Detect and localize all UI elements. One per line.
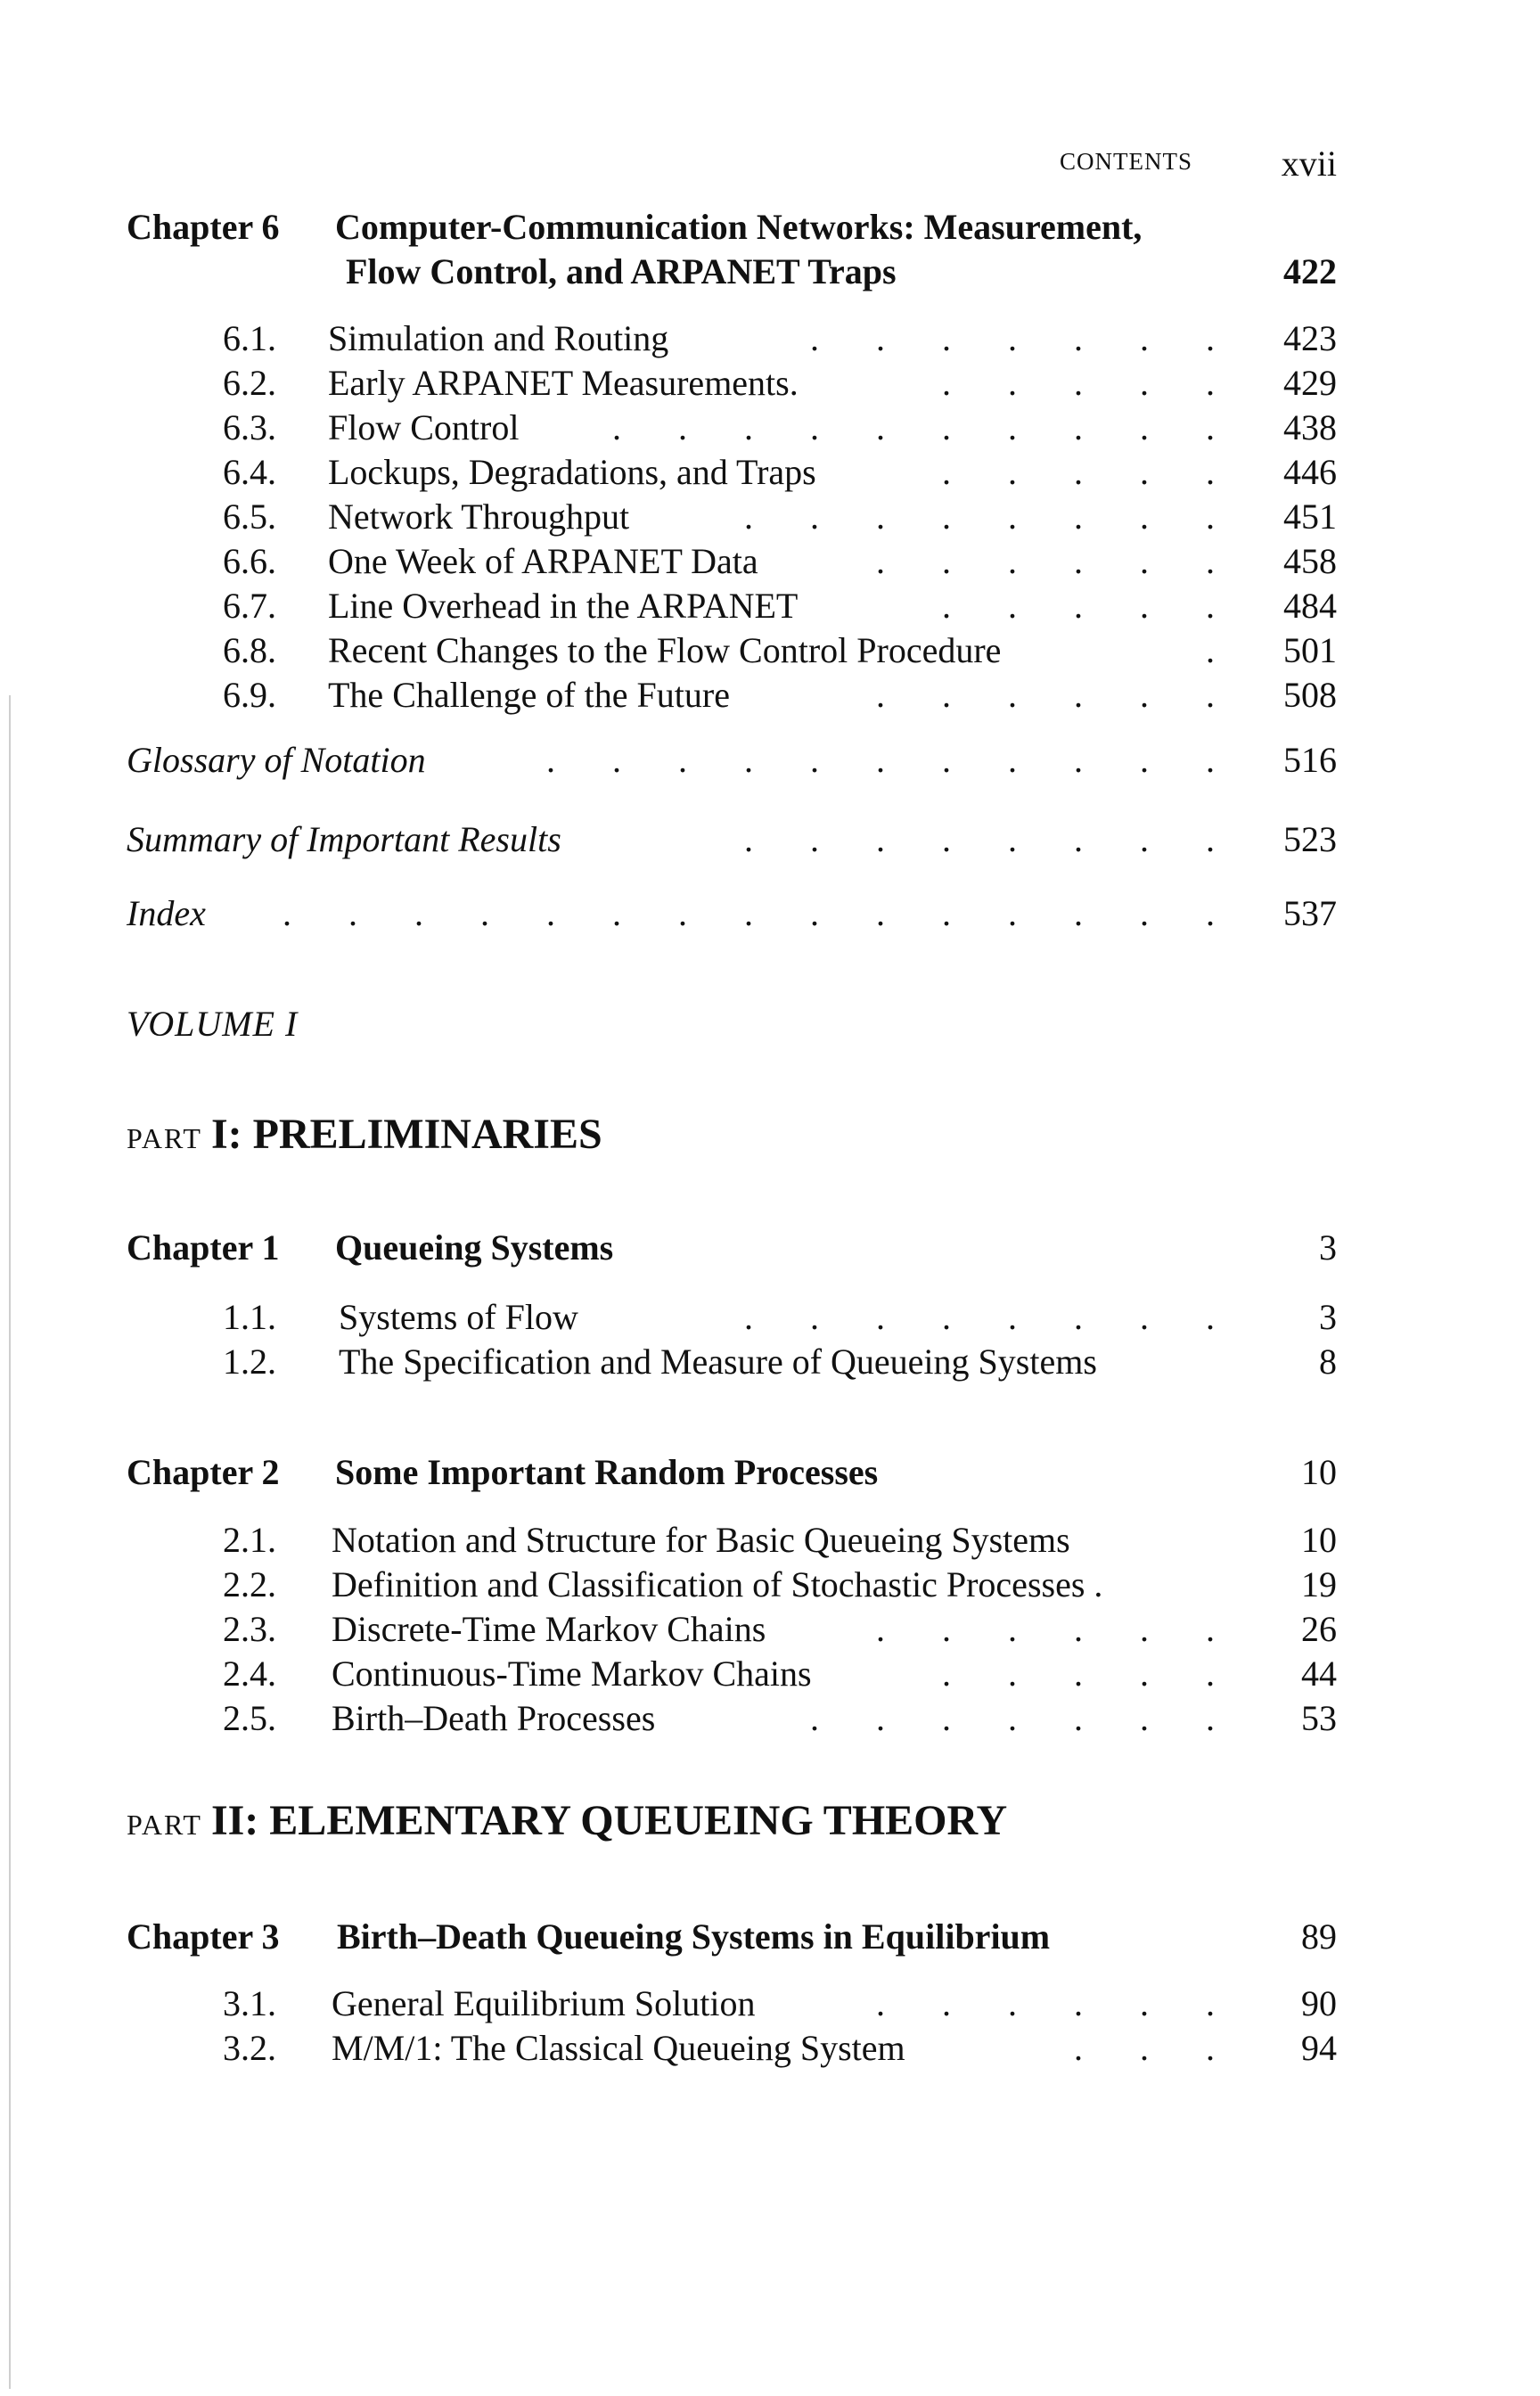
toc-entry-index	[127, 891, 1337, 936]
leader-dots: . . . . . .	[876, 1609, 1239, 1649]
section-page: 429	[1283, 363, 1337, 403]
section-page: 44	[1301, 1653, 1337, 1694]
toc-entry	[0, 1563, 1337, 1607]
section-number: 6.6.	[223, 541, 276, 581]
toc-entry	[0, 2026, 1337, 2071]
section-page: 508	[1283, 675, 1337, 715]
toc-entry	[0, 406, 1337, 450]
section-page: 458	[1283, 541, 1337, 581]
leader-dots: .	[1206, 630, 1239, 670]
entry-page: 523	[1283, 819, 1337, 859]
chapter-label: Chapter 2	[127, 1452, 280, 1492]
chapter-label: Chapter 6	[127, 207, 280, 247]
section-number: 1.1.	[223, 1297, 276, 1337]
leader-dots: . . . . .	[942, 452, 1239, 492]
leader-dots: . . . . .	[942, 363, 1239, 403]
toc-entry	[0, 1982, 1337, 2026]
section-page: 438	[1283, 407, 1337, 447]
section-title: Simulation and Routing	[328, 318, 669, 358]
part-title: II: ELEMENTARY QUEUEING THEORY	[210, 1797, 1008, 1844]
section-title: M/M/1: The Classical Queueing System	[332, 2028, 905, 2068]
running-header	[0, 143, 1337, 184]
section-number: 6.7.	[223, 586, 276, 626]
section-number: 6.3.	[223, 407, 276, 447]
toc-entry	[0, 539, 1337, 584]
entry-title: Summary of Important Results	[127, 819, 561, 859]
leader-dots: . . . . . . . . . .	[612, 407, 1239, 447]
part-word: PART	[127, 1122, 202, 1154]
leader-dots: . . . . . . .	[810, 1698, 1239, 1738]
leader-dots: . . . . . . . .	[744, 1297, 1239, 1337]
chapter-title-line2: Flow Control, and ARPANET Traps	[346, 251, 897, 291]
leader-dots: . . .	[1074, 2028, 1239, 2068]
entry-title: Index	[127, 893, 206, 933]
toc-entry	[0, 450, 1337, 495]
section-title: Network Throughput	[328, 496, 630, 537]
chapter-title: Some Important Random Processes	[335, 1452, 879, 1492]
section-title: Flow Control	[328, 407, 520, 447]
section-page: 26	[1301, 1609, 1337, 1649]
section-title: Discrete-Time Markov Chains	[332, 1609, 766, 1649]
section-number: 2.5.	[223, 1698, 276, 1738]
chapter-title: Birth–Death Queueing Systems in Equilibrium	[337, 1916, 1051, 1957]
section-page: 8	[1319, 1342, 1337, 1382]
toc-entry	[0, 584, 1337, 628]
toc-entry	[0, 673, 1337, 718]
leader-dots: . . . . . . .	[810, 318, 1239, 358]
section-title: General Equilibrium Solution	[332, 1983, 756, 2023]
section-number: 2.3.	[223, 1609, 276, 1649]
toc-entry	[0, 1295, 1337, 1340]
section-title: Early ARPANET Measurements.	[328, 363, 799, 403]
volume-heading: VOLUME I	[127, 1004, 299, 1044]
chapter-page: 10	[1301, 1452, 1337, 1492]
section-number: 6.9.	[223, 675, 276, 715]
section-title: Continuous-Time Markov Chains	[332, 1653, 812, 1694]
section-page: 3	[1319, 1297, 1337, 1337]
chapter-label: Chapter 1	[127, 1227, 280, 1268]
leader-dots: . . . . . .	[876, 541, 1239, 581]
part-word: PART	[127, 1809, 202, 1841]
chapter-label: Chapter 3	[127, 1916, 280, 1957]
section-title: Birth–Death Processes	[332, 1698, 656, 1738]
section-number: 1.2.	[223, 1342, 276, 1382]
section-title: Line Overhead in the ARPANET	[328, 586, 799, 626]
toc-entry	[0, 1652, 1337, 1696]
part-2-heading	[127, 1796, 1007, 1845]
leader-dots: . . . . . .	[876, 1983, 1239, 2023]
section-number: 3.1.	[223, 1983, 276, 2023]
section-title: Systems of Flow	[339, 1297, 578, 1337]
section-title: The Challenge of the Future	[328, 675, 730, 715]
leader-dots: . . . . . . . .	[744, 819, 1239, 859]
leader-dots: . . . . . .	[876, 675, 1239, 715]
section-number: 6.2.	[223, 363, 276, 403]
leader-dots: . . . . . . . . . . . . . . .	[283, 893, 1239, 933]
header-label: CONTENTS	[1060, 148, 1192, 175]
entry-page: 537	[1283, 893, 1337, 933]
section-page: 53	[1301, 1698, 1337, 1738]
section-number: 2.1.	[223, 1520, 276, 1560]
entry-title: Glossary of Notation	[127, 740, 426, 780]
chapter-page: 89	[1301, 1916, 1337, 1957]
chapter-title-line1: Computer-Communication Networks: Measurement,	[335, 207, 1143, 247]
section-page: 484	[1283, 586, 1337, 626]
section-title: One Week of ARPANET Data	[328, 541, 758, 581]
section-page: 446	[1283, 452, 1337, 492]
section-page: 10	[1301, 1520, 1337, 1560]
toc-entry	[0, 495, 1337, 539]
section-page: 423	[1283, 318, 1337, 358]
section-number: 6.1.	[223, 318, 276, 358]
leader-dots: . . . . .	[942, 586, 1239, 626]
section-number: 6.5.	[223, 496, 276, 537]
section-title: Notation and Structure for Basic Queueing Systems	[332, 1520, 1070, 1560]
section-page: 451	[1283, 496, 1337, 537]
section-page: 501	[1283, 630, 1337, 670]
part-title: I: PRELIMINARIES	[210, 1111, 602, 1158]
section-title: Lockups, Degradations, and Traps	[328, 452, 816, 492]
chapter-page: 422	[1283, 251, 1337, 291]
toc-entry	[0, 628, 1337, 673]
chapter-page: 3	[1319, 1227, 1337, 1268]
section-number: 6.4.	[223, 452, 276, 492]
chapter-title: Queueing Systems	[335, 1227, 614, 1268]
section-page: 90	[1301, 1983, 1337, 2023]
section-number: 2.2.	[223, 1564, 276, 1604]
section-title: Definition and Classification of Stochastic Processes .	[332, 1564, 1103, 1604]
section-number: 6.8.	[223, 630, 276, 670]
section-number: 2.4.	[223, 1653, 276, 1694]
toc-entry	[0, 1607, 1337, 1652]
leader-dots: . . . . . . . .	[744, 496, 1239, 537]
toc-entry	[0, 316, 1337, 361]
section-page: 19	[1301, 1564, 1337, 1604]
section-title: Recent Changes to the Flow Control Procedure	[328, 630, 1002, 670]
toc-entry	[0, 1340, 1337, 1384]
part-1-heading	[127, 1110, 602, 1159]
leader-dots: . . . . .	[942, 1653, 1239, 1694]
leader-dots: . . . . . . . . . . .	[546, 740, 1239, 780]
header-page-number: xvii	[1281, 144, 1337, 184]
toc-entry	[0, 361, 1337, 406]
toc-entry	[0, 1518, 1337, 1563]
toc-entry	[0, 1696, 1337, 1741]
section-number: 3.2.	[223, 2028, 276, 2068]
section-title: The Specification and Measure of Queueing Systems	[339, 1342, 1097, 1382]
toc-entry-glossary	[127, 738, 1337, 783]
entry-page: 516	[1283, 740, 1337, 780]
section-page: 94	[1301, 2028, 1337, 2068]
toc-entry-summary	[127, 817, 1337, 862]
